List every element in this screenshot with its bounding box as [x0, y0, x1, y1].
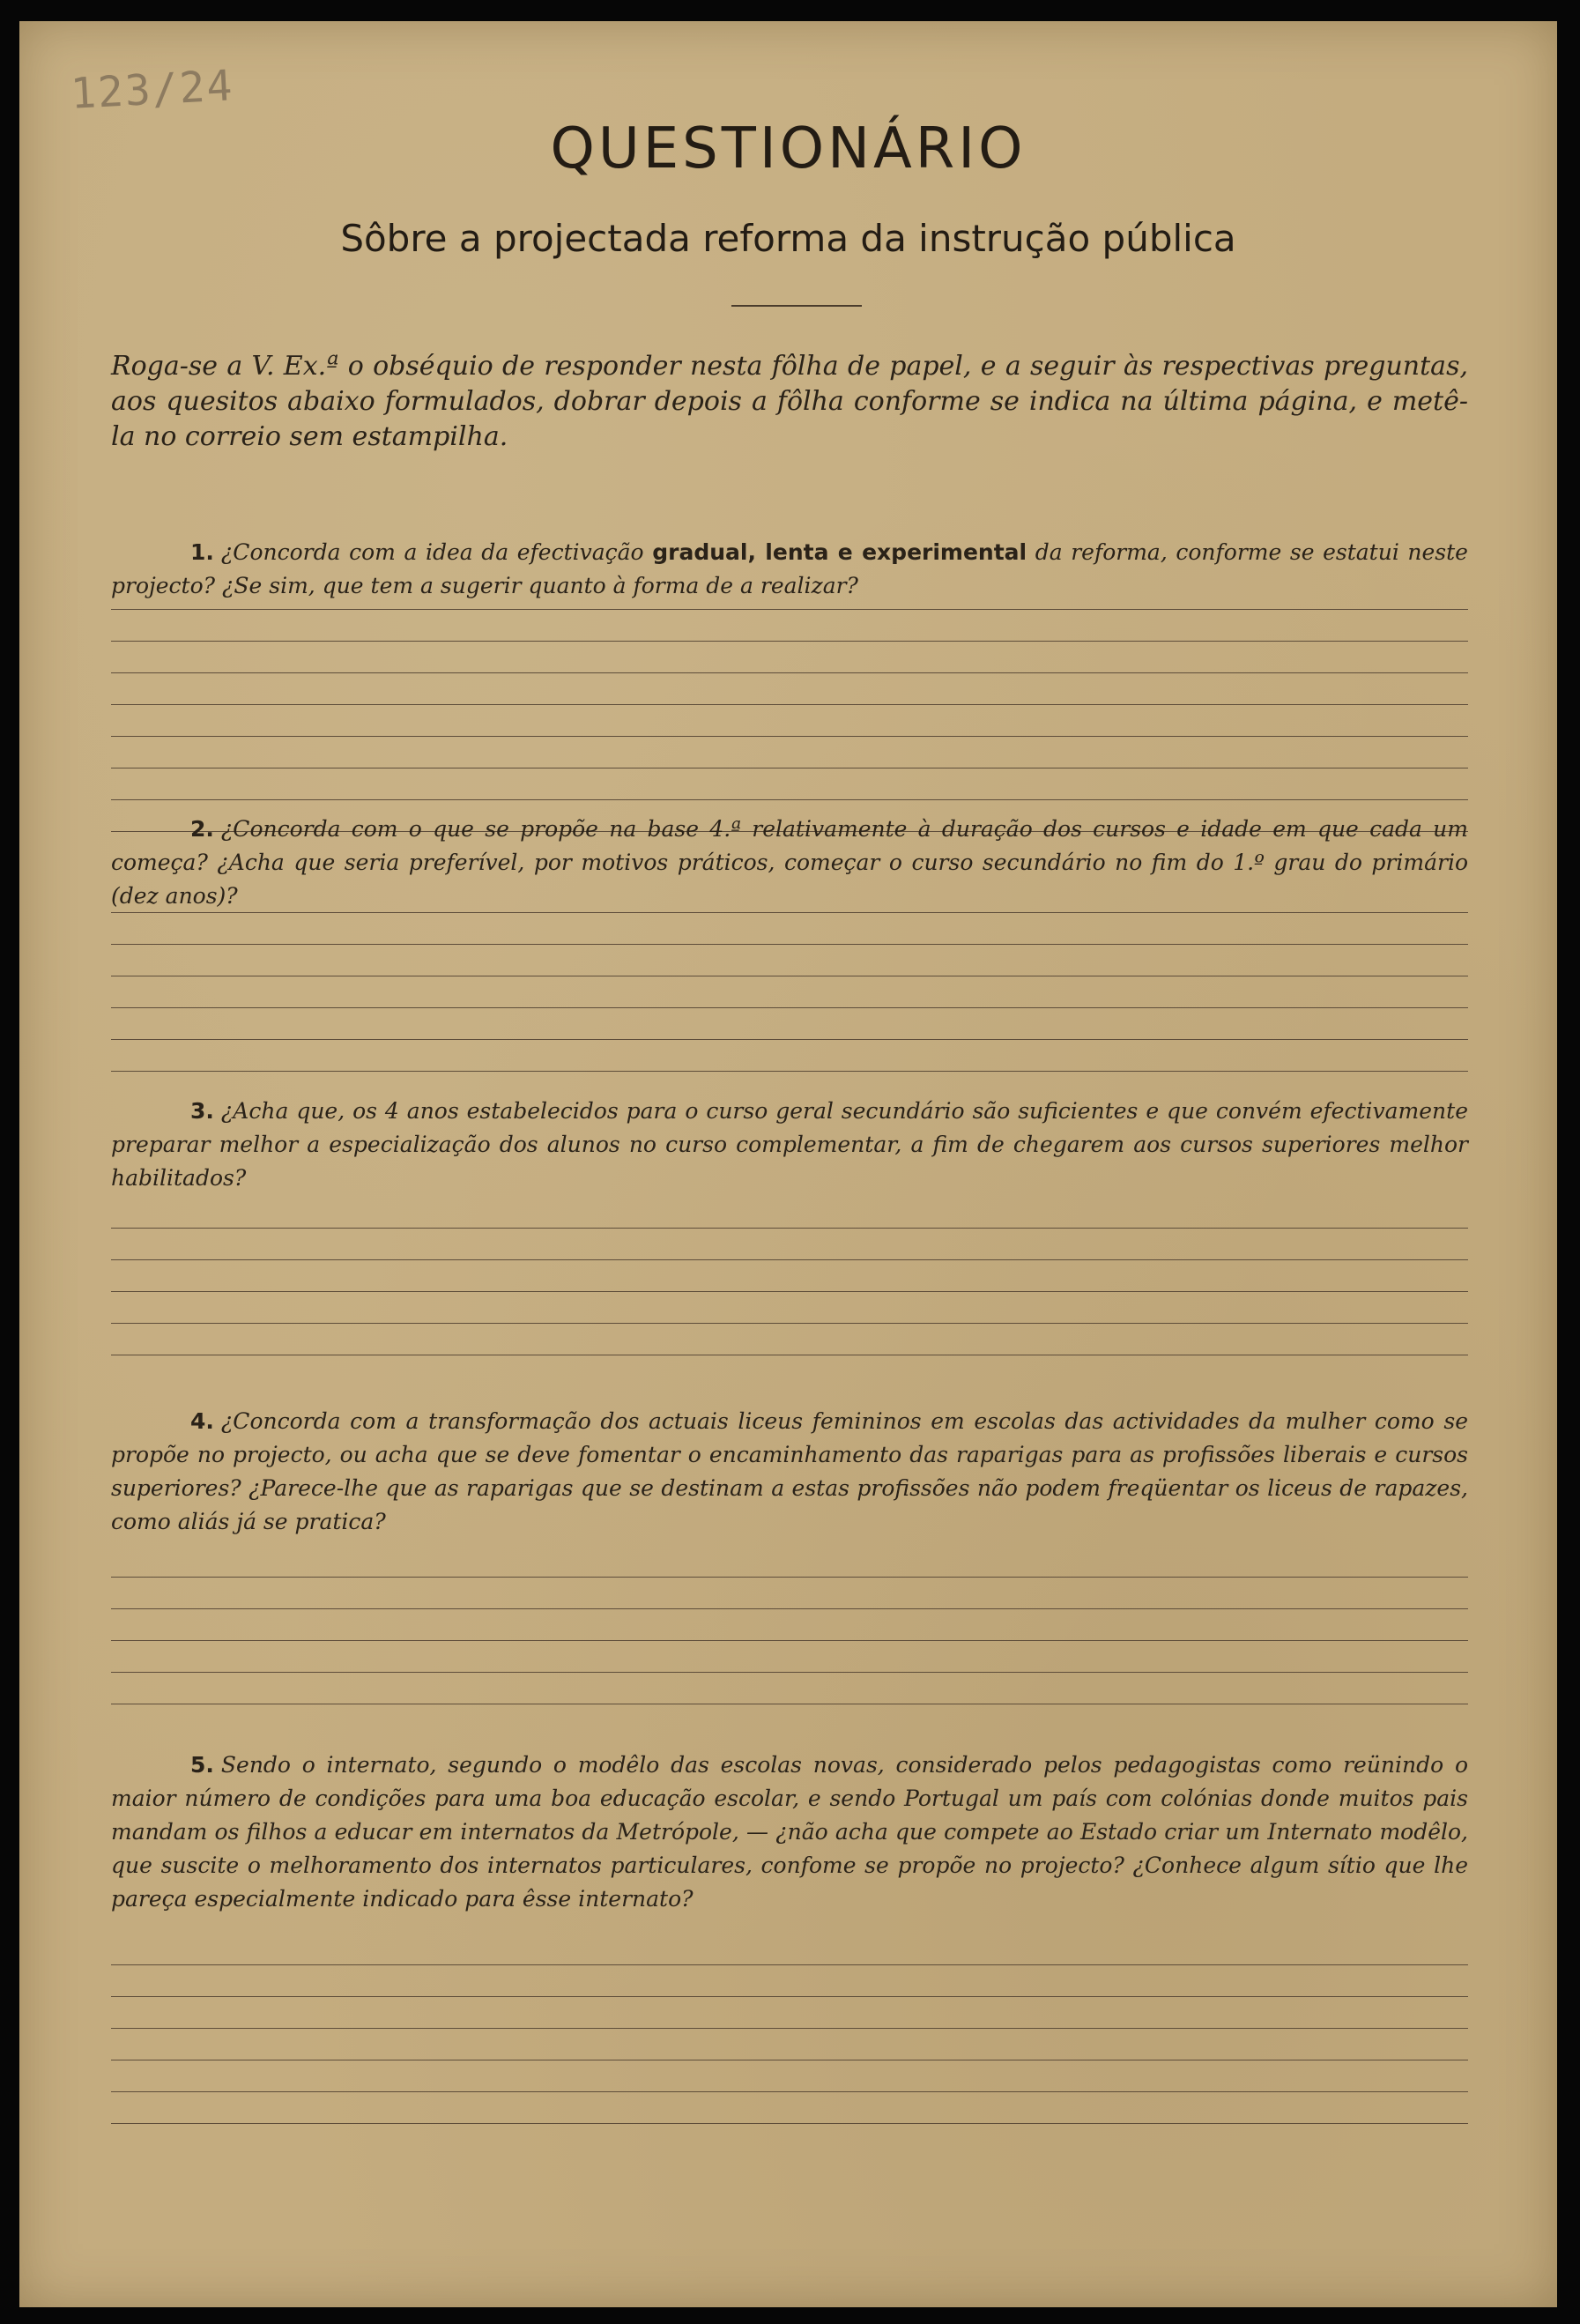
answer-line[interactable]	[111, 2029, 1468, 2060]
answer-lines-3[interactable]	[111, 1197, 1468, 1355]
answer-line[interactable]	[111, 737, 1468, 768]
answer-line[interactable]	[111, 1229, 1468, 1260]
question-text: ¿Concorda com o que se propõe na base 4.ª relativamente à duração dos cursos e idade em que cada um começa? ¿Acha que seria preferível, por motivos práticos, começar o curso secundário no fim do 1.º grau do primário (dez anos)?	[111, 816, 1468, 909]
answer-lines-4[interactable]	[111, 1546, 1468, 1704]
questionnaire-sheet	[19, 21, 1557, 2307]
answer-line[interactable]	[111, 768, 1468, 800]
handwritten-annotation: 123/24	[69, 61, 235, 119]
answer-line[interactable]	[111, 913, 1468, 945]
answer-line[interactable]	[111, 1292, 1468, 1324]
answer-lines-2[interactable]	[111, 881, 1468, 1072]
page-subtitle: Sôbre a projectada reforma da instrução pública	[340, 217, 1236, 260]
answer-line[interactable]	[111, 2060, 1468, 2092]
question-text: ¿Concorda com a idea da efectivação	[220, 539, 644, 565]
question-text: da reforma, conforme se estatui neste projecto? ¿Se sim, que tem a sugerir quanto à forma de a realizar?	[111, 539, 1468, 598]
question-text: ¿Concorda com a transformação dos actuais liceus femininos em escolas das actividades da mulher como se propõe no projecto, ou acha que se deve fomentar o encaminhamento das raparigas para as profissões liberais e cursos superiores? ¿Parece-lhe que as raparigas que se destinam a estas profissões não podem freqüentar os liceus de rapazes, como aliás já se pratica?	[111, 1408, 1468, 1534]
question-number: 3.	[190, 1098, 214, 1124]
answer-line[interactable]	[111, 642, 1468, 673]
answer-line[interactable]	[111, 1197, 1468, 1229]
question-4	[111, 1405, 1468, 1539]
answer-line[interactable]	[111, 945, 1468, 976]
answer-line[interactable]	[111, 1260, 1468, 1292]
answer-line[interactable]	[111, 976, 1468, 1008]
page-title: QUESTIONÁRIO	[550, 116, 1027, 182]
question-text: ¿Acha que, os 4 anos estabelecidos para o curso geral secundário são suficientes e que convém efectivamente preparar melhor a especialização dos alunos no curso complementar, a fim de chegarem aos cursos superiores melhor habilitados?	[111, 1098, 1468, 1191]
answer-line[interactable]	[111, 1965, 1468, 1997]
question-3	[111, 1095, 1468, 1195]
answer-lines-1[interactable]	[111, 578, 1468, 832]
answer-line[interactable]	[111, 1578, 1468, 1609]
answer-line[interactable]	[111, 1673, 1468, 1704]
answer-line[interactable]	[111, 1997, 1468, 2029]
answer-line[interactable]	[111, 2092, 1468, 2124]
question-number: 5.	[190, 1752, 214, 1778]
answer-line[interactable]	[111, 1934, 1468, 1965]
answer-line[interactable]	[111, 610, 1468, 642]
title-divider	[731, 305, 862, 307]
answer-line[interactable]	[111, 1641, 1468, 1673]
question-number: 2.	[190, 816, 214, 842]
answer-line[interactable]	[111, 1546, 1468, 1578]
answer-line[interactable]	[111, 1008, 1468, 1040]
answer-line[interactable]	[111, 673, 1468, 705]
intro-paragraph: Roga-se a V. Ex.ª o obséquio de responder nesta fôlha de papel, e a seguir às respectivas preguntas, aos quesitos abaixo formulados, dobrar depois a fôlha conforme se indica na última página, e metê-la no correio sem estampilha.	[111, 351, 1468, 452]
answer-line[interactable]	[111, 705, 1468, 737]
question-5	[111, 1749, 1468, 1916]
question-text-emphasis: gradual, lenta e experimental	[652, 539, 1027, 565]
question-number: 1.	[190, 539, 214, 565]
answer-line[interactable]	[111, 1040, 1468, 1072]
answer-line[interactable]	[111, 578, 1468, 610]
question-text: Sendo o internato, segundo o modêlo das escolas novas, considerado pelos pedagogistas como reünindo o maior número de condições para uma boa educação escolar, e sendo Portugal um país com colónias donde muitos pais mandam os filhos a educar em internatos da Metrópole, — ¿não acha que compete ao Estado criar um Internato modêlo, que suscite o melhoramento dos internatos particulares, confome se propõe no projecto? ¿Conhece algum sítio que lhe pareça especialmente indicado para êsse internato?	[111, 1752, 1468, 1912]
answer-lines-5[interactable]	[111, 1934, 1468, 2124]
answer-line[interactable]	[111, 881, 1468, 913]
question-number: 4.	[190, 1408, 214, 1434]
answer-line[interactable]	[111, 1609, 1468, 1641]
answer-line[interactable]	[111, 1324, 1468, 1355]
